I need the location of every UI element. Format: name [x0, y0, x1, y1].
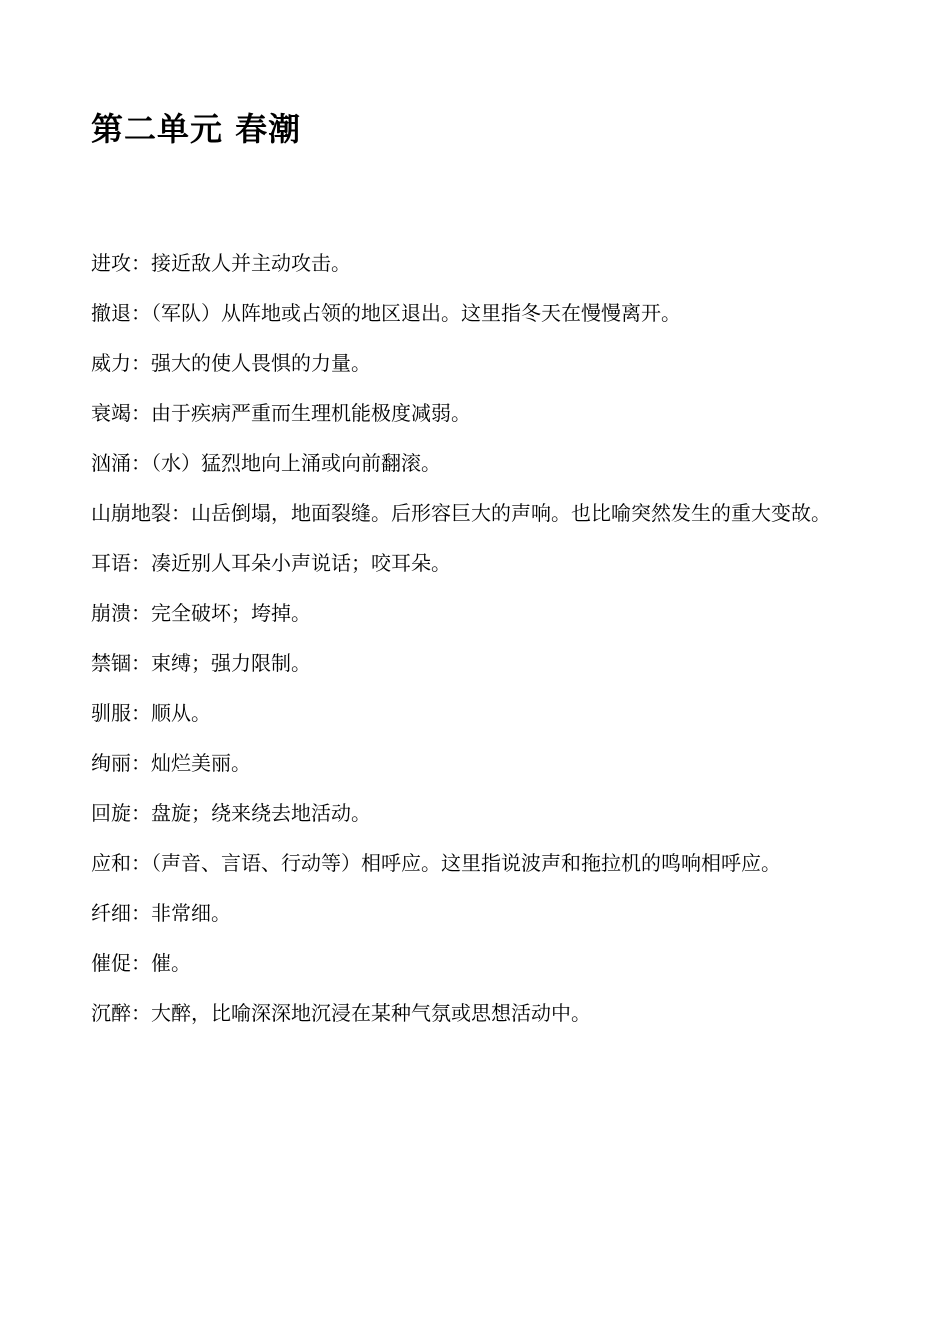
vocabulary-entry: 汹涌：（水）猛烈地向上涌或向前翻滚。: [91, 451, 441, 475]
vocabulary-entry: 应和：（声音、言语、行动等）相呼应。这里指说波声和拖拉机的鸣响相呼应。: [91, 851, 781, 875]
vocabulary-entry: 绚丽：灿烂美丽。: [91, 751, 251, 775]
vocabulary-entry: 回旋：盘旋；绕来绕去地活动。: [91, 801, 371, 825]
vocabulary-entry: 耳语：凑近别人耳朵小声说话；咬耳朵。: [91, 551, 451, 575]
vocabulary-entry: 催促：催。: [91, 951, 191, 975]
vocabulary-entry: 驯服：顺从。: [91, 701, 211, 725]
vocabulary-entry: 纤细：非常细。: [91, 901, 231, 925]
vocabulary-entry: 进攻：接近敌人并主动攻击。: [91, 251, 351, 275]
page-title: 第二单元 春潮: [91, 110, 302, 148]
vocabulary-entry: 沉醉：大醉，比喻深深地沉浸在某种气氛或思想活动中。: [91, 1001, 591, 1025]
vocabulary-entry: 崩溃：完全破坏；垮掉。: [91, 601, 311, 625]
vocabulary-entry: 撤退：（军队）从阵地或占领的地区退出。这里指冬天在慢慢离开。: [91, 301, 681, 325]
vocabulary-entry: 禁锢：束缚；强力限制。: [91, 651, 311, 675]
vocabulary-entry: 山崩地裂：山岳倒塌，地面裂缝。后形容巨大的声响。也比喻突然发生的重大变故。: [91, 501, 831, 525]
vocabulary-list: [91, 238, 871, 1038]
vocabulary-entry: 威力：强大的使人畏惧的力量。: [91, 351, 371, 375]
vocabulary-entry: 衰竭：由于疾病严重而生理机能极度减弱。: [91, 401, 471, 425]
